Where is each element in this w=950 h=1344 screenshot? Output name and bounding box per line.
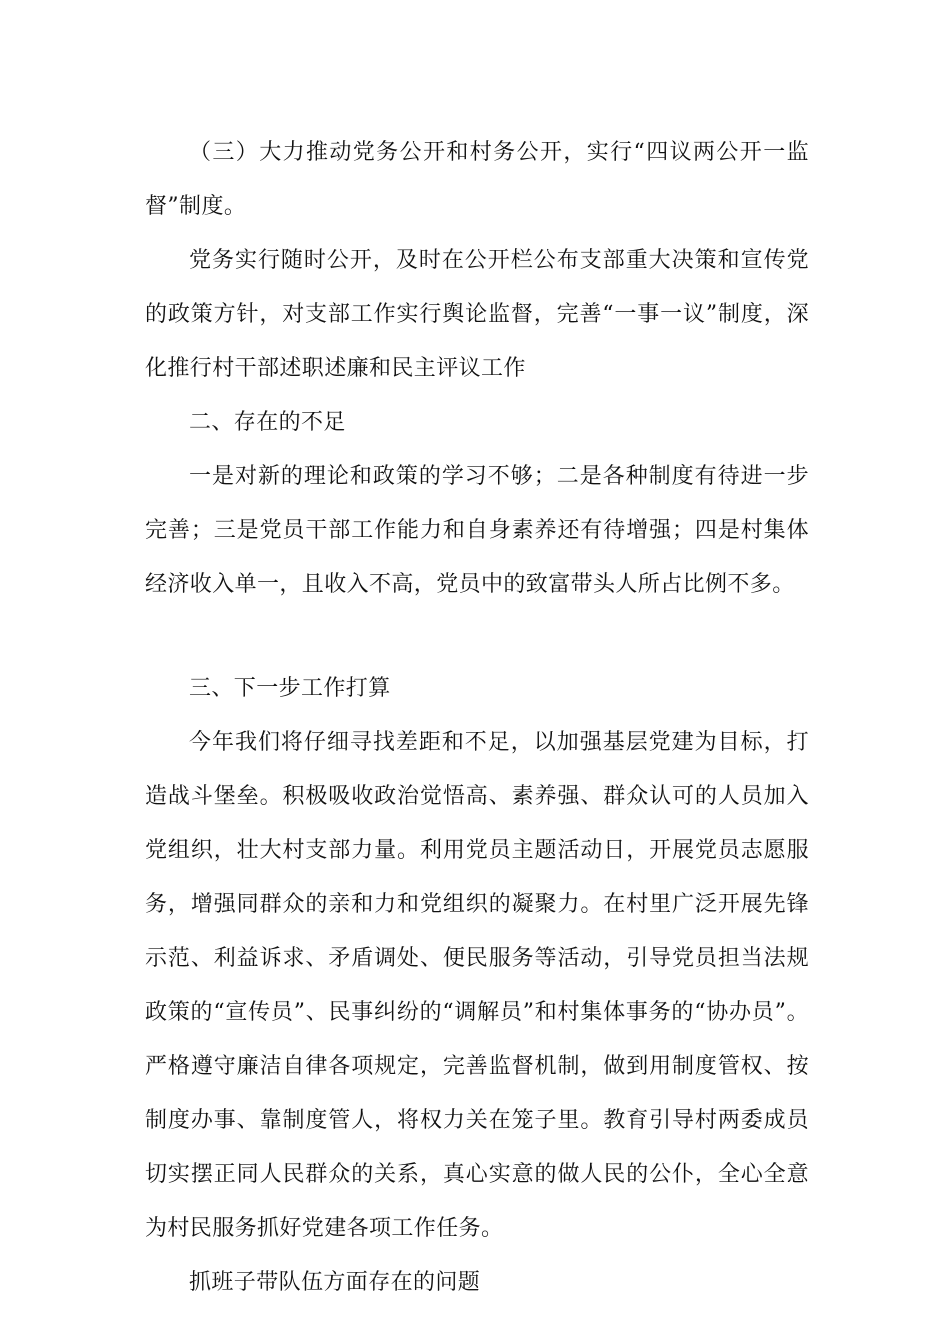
next-steps-heading: 三、下一步工作打算 [189,676,391,701]
section-spacer [145,612,809,662]
party-affairs-paragraph: 党务实行随时公开，及时在公开栏公布支部重大决策和宣传党的政策方针，对支部工作实行舆论监督，完善“一事一议”制度，深化推行村干部述职述廉和民主评议工作 [145,248,809,381]
shortcomings-paragraph: 一是对新的理论和政策的学习不够；二是各种制度有待进一步完善；三是党员干部工作能力和自身素养还有待增强；四是村集体经济收入单一，且收入不高，党员中的致富带头人所占比例不多。 [145,464,809,597]
next-steps-paragraph: 今年我们将仔细寻找差距和不足，以加强基层党建为目标，打造战斗堡垒。积极吸收政治觉悟高、素养强、群众认可的人员加入党组织，壮大村支部力量。利用党员主题活动日，开展党员志愿服务，增强同群众的亲和力和党组织的凝聚力。在村里广泛开展先锋示范、利益诉求、矛盾调处、便民服务等活动，引导党员担当法规政策的“宣传员”、民事纠纷的“调解员”和村集体事务的“协办员”。严格遵守廉洁自律各项规定，完善监督机制，做到用制度管权、按制度办事、靠制度管人，将权力关在笼子里。教育引导村两委成员切实摆正同人民群众的关系，真心实意的做人民的公仆，全心全意为村民服务抓好党建各项工作任务。 [145,730,809,1241]
shortcomings-heading: 二、存在的不足 [189,410,346,435]
section-3-title: （三）大力推动党务公开和村务公开，实行“四议两公开一监督”制度。 [145,140,809,219]
team-issues-heading: 抓班子带队伍方面存在的问题 [189,1270,481,1295]
document-page [145,126,809,1310]
